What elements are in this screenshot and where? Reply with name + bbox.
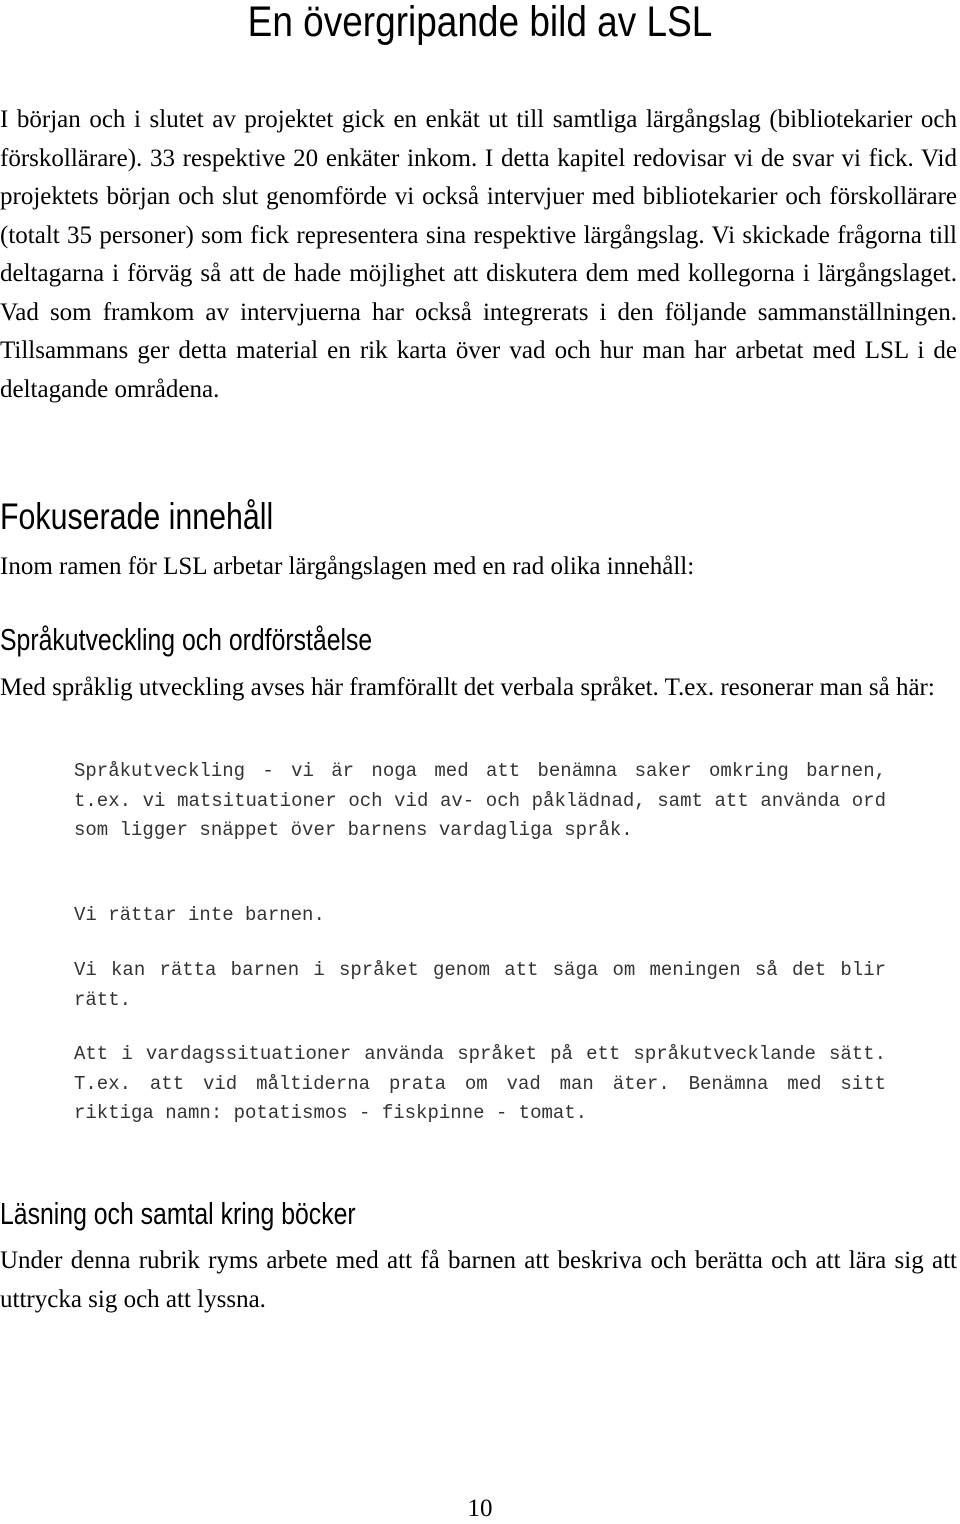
intro-paragraph: I början och i slutet av projektet gick en enkät ut till samtliga lärgångslag (bibliotekarier och förskollärare). 33 respektive 20 enkäter inkom. I detta kapitel redovisar vi de svar vi fick. Vid projektets början och slut genomförde vi också intervjuer med bibliotekarier och förskollärare (totalt 35 personer) som fick representera sina respektive lärgångslag. Vi skickade frågorna till deltagarna i förväg så att de hade möjlighet att diskutera dem med kollegorna i lärgångslaget. Vad som framkom av intervjuerna har också integrerats i den följande sammanställningen. Tillsammans ger detta material en rik karta över vad och hur man har arbetat med LSL i de deltagande områdena. xyxy=(0,106,957,403)
page-number: 10 xyxy=(467,1495,493,1522)
quote-block: Vi rättar inte barnen. xyxy=(74,904,325,926)
quote-block: Språkutveckling - vi är noga med att benämna saker omkring barnen, t.ex. vi matsituationer och vid av- och påklädnad, samt att använda ord som ligger snäppet över barnens vardagliga språk. xyxy=(74,760,886,842)
section-lead-paragraph: Inom ramen för LSL arbetar lärgångslagen med en rad olika innehåll: xyxy=(0,553,695,580)
page-title: En övergripande bild av LSL xyxy=(247,0,713,46)
quote-block: Vi kan rätta barnen i språket genom att säga om meningen så det blir rätt. xyxy=(74,959,886,1011)
section-heading-fokuserade: Fokuserade innehåll xyxy=(0,496,274,537)
subsection-heading-lasning: Läsning och samtal kring böcker xyxy=(0,1196,356,1231)
quote-block: Att i vardagssituationer använda språket på ett språkutvecklande sätt. T.ex. att vid måltiderna prata om vad man äter. Benämna med sitt riktiga namn: potatismos - fiskpinne - tomat. xyxy=(74,1043,886,1125)
subsection-paragraph-sprakutveckling: Med språklig utveckling avses här framförallt det verbala språket. T.ex. resonerar man så här: xyxy=(0,674,935,701)
subsection-heading-sprakutveckling: Språkutveckling och ordförståelse xyxy=(0,622,373,657)
subsection-paragraph-lasning: Under denna rubrik ryms arbete med att få barnen att beskriva och berätta och att lära sig att uttrycka sig och att lyssna. xyxy=(0,1247,957,1313)
